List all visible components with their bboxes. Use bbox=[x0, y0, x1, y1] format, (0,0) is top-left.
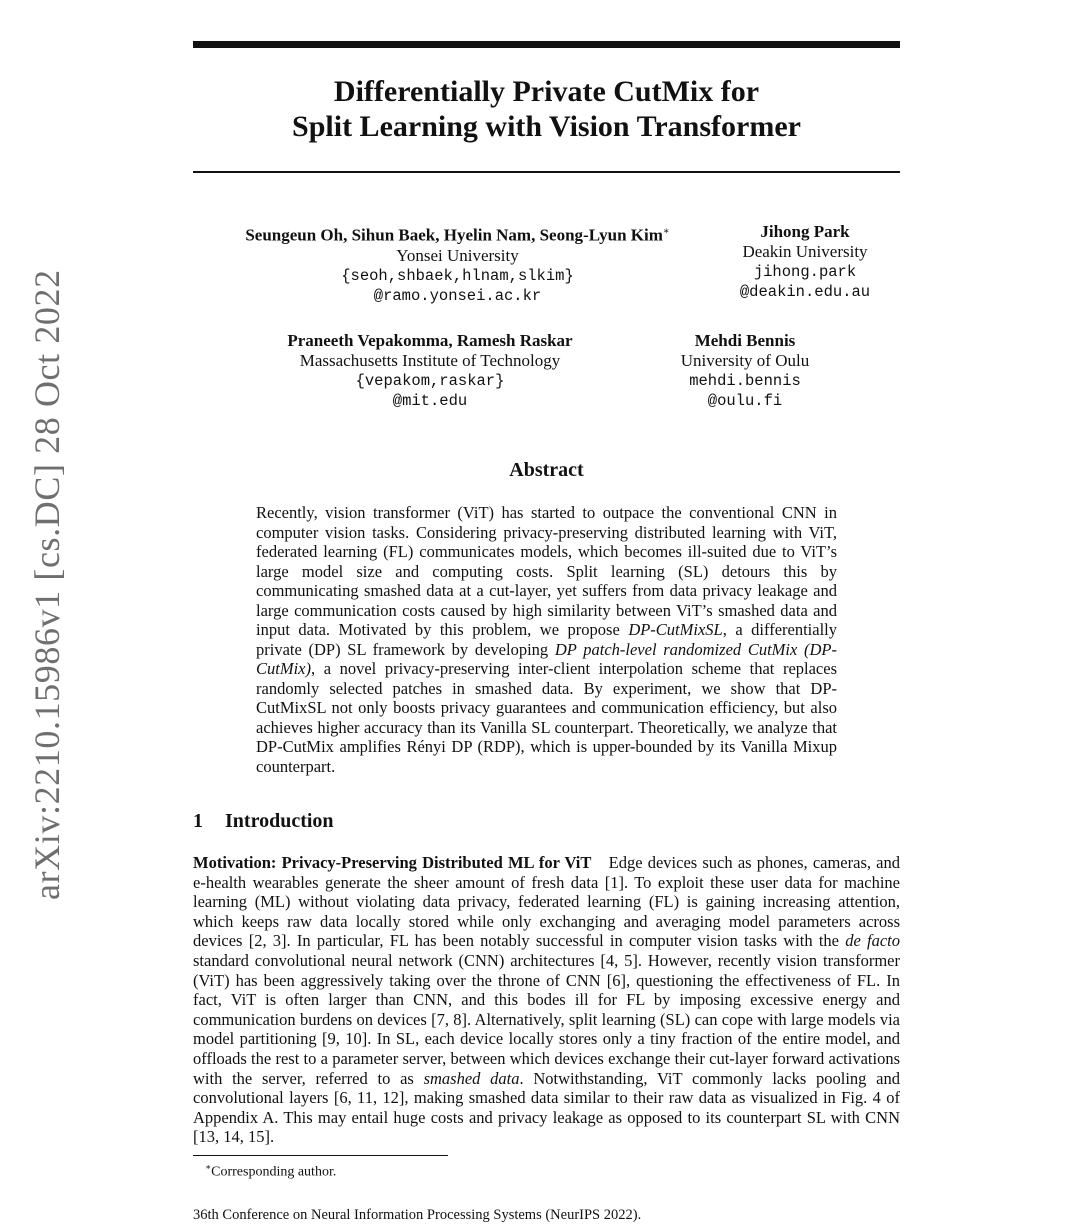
author-affiliation: Yonsei University bbox=[396, 245, 519, 265]
footnote: ∗Corresponding author. bbox=[205, 1162, 337, 1180]
author-email: jihong.park bbox=[753, 263, 857, 281]
author-email-domain: @deakin.edu.au bbox=[739, 283, 871, 301]
paper-title bbox=[193, 74, 900, 144]
paragraph-title: Motivation: Privacy-Preserving Distributed ML for ViT bbox=[193, 853, 592, 872]
author-names: Mehdi Bennis bbox=[694, 331, 796, 350]
author-names: Seungeun Oh, Sihun Baek, Hyelin Nam, Seong-Lyun Kim∗ bbox=[245, 225, 670, 245]
title-line-2: Split Learning with Vision Transformer bbox=[292, 110, 801, 143]
section-title: Introduction bbox=[225, 810, 334, 832]
title-line-1: Differentially Private CutMix for bbox=[333, 75, 760, 108]
section-number: 1 bbox=[193, 810, 203, 832]
footnote-rule bbox=[193, 1155, 448, 1156]
footnote-mark: ∗ bbox=[205, 1162, 212, 1172]
author-names: Jihong Park bbox=[760, 222, 850, 241]
author-block-yonsei bbox=[230, 222, 685, 306]
author-block-deakin bbox=[715, 222, 895, 302]
introduction-paragraph: Motivation: Privacy-Preserving Distributed ML for ViT Edge devices such as phones, cameras, and e-health wearables generate the sheer amount of fresh data [1]. To exploit these user data for machine learning (ML) without violating data privacy, federated learning (FL) is gaining increasing attention, which keeps raw data locally stored while only exchanging and averaging model parameters across devices [2, 3]. In particular, FL has been notably successful in computer vision tasks with the de facto standard convolutional neural network (CNN) architectures [4, 5]. However, recently vision transformer (ViT) has been aggressively taking over the throne of CNN [6], questioning the effectiveness of FL. In fact, ViT is often larger than CNN, and this bodes ill for FL by imposing excessive energy and communication burdens on devices [7, 8]. Alternatively, split learning (SL) can cope with large models via model partitioning [9, 10]. In SL, each device locally stores only a tiny fraction of the entire model, and offloads the rest to a parameter server, between which devices exchange their cut-layer forward activations with the server, referred to as smashed data. Notwithstanding, ViT commonly lacks pooling and convolutional layers [6, 11, 12], making smashed data similar to their raw data as visualized in Fig. 4 of Appendix A. This may entail huge costs and privacy leakage as opposed to its counterpart SL with CNN [13, 14, 15]. bbox=[193, 853, 901, 1147]
author-names: Praneeth Vepakomma, Ramesh Raskar bbox=[287, 331, 573, 350]
arxiv-identifier: arXiv:2210.15986v1 [cs.DC] 28 Oct 2022 bbox=[27, 269, 67, 900]
author-email: {seoh,shbaek,hlnam,slkim} bbox=[341, 266, 574, 285]
author-email: mehdi.bennis bbox=[689, 372, 801, 390]
author-email-domain: @oulu.fi bbox=[707, 392, 783, 410]
abstract-emphasis: DP-CutMixSL bbox=[628, 620, 723, 639]
author-affiliation: University of Oulu bbox=[680, 351, 810, 370]
intro-emphasis: smashed data bbox=[423, 1068, 520, 1088]
title-rule bbox=[193, 171, 900, 173]
author-affiliation: Massachusetts Institute of Technology bbox=[299, 351, 561, 370]
top-rule bbox=[193, 41, 900, 48]
abstract-heading: Abstract bbox=[509, 459, 584, 481]
author-block-mit bbox=[270, 331, 590, 411]
author-email: {vepakom,raskar} bbox=[355, 372, 505, 390]
author-block-oulu bbox=[665, 331, 825, 411]
author-mark: ∗ bbox=[662, 226, 670, 237]
intro-emphasis: de facto bbox=[845, 931, 900, 951]
abstract-body: Recently, vision transformer (ViT) has started to outpace the conventional CNN in computer vision tasks. Considering privacy-preserving distributed learning with ViT, federated learning (FL) communicates models, which becomes ill-suited due to ViT’s large model size and computing costs. Split learning (SL) detours this by communicating smashed data at a cut-layer, yet suffers from data privacy leakage and large communication costs caused by high similarity between ViT’s smashed data and input data. Motivated by this problem, we propose DP-CutMixSL, a differentially private (DP) SL framework by developing DP patch-level randomized CutMix (DP-CutMix), a novel privacy-preserving inter-client interpolation scheme that replaces randomly selected patches in smashed data. By experiment, we show that DP-CutMixSL not only boosts privacy guarantees and communication efficiency, but also achieves higher accuracy than its Vanilla SL counterpart. Theoretically, we analyze that DP-CutMix amplifies Rényi DP (RDP), which is upper-bounded by its Vanilla Mixup counterpart. bbox=[256, 503, 838, 776]
author-email-domain: @mit.edu bbox=[392, 392, 468, 410]
author-email-domain: @ramo.yonsei.ac.kr bbox=[373, 286, 542, 305]
section-heading bbox=[193, 810, 334, 833]
abstract-emphasis: DP patch-level randomized CutMix (DP-CutMix) bbox=[256, 639, 837, 678]
conference-note: 36th Conference on Neural Information Processing Systems (NeurIPS 2022). bbox=[193, 1207, 642, 1223]
author-affiliation: Deakin University bbox=[742, 242, 868, 261]
